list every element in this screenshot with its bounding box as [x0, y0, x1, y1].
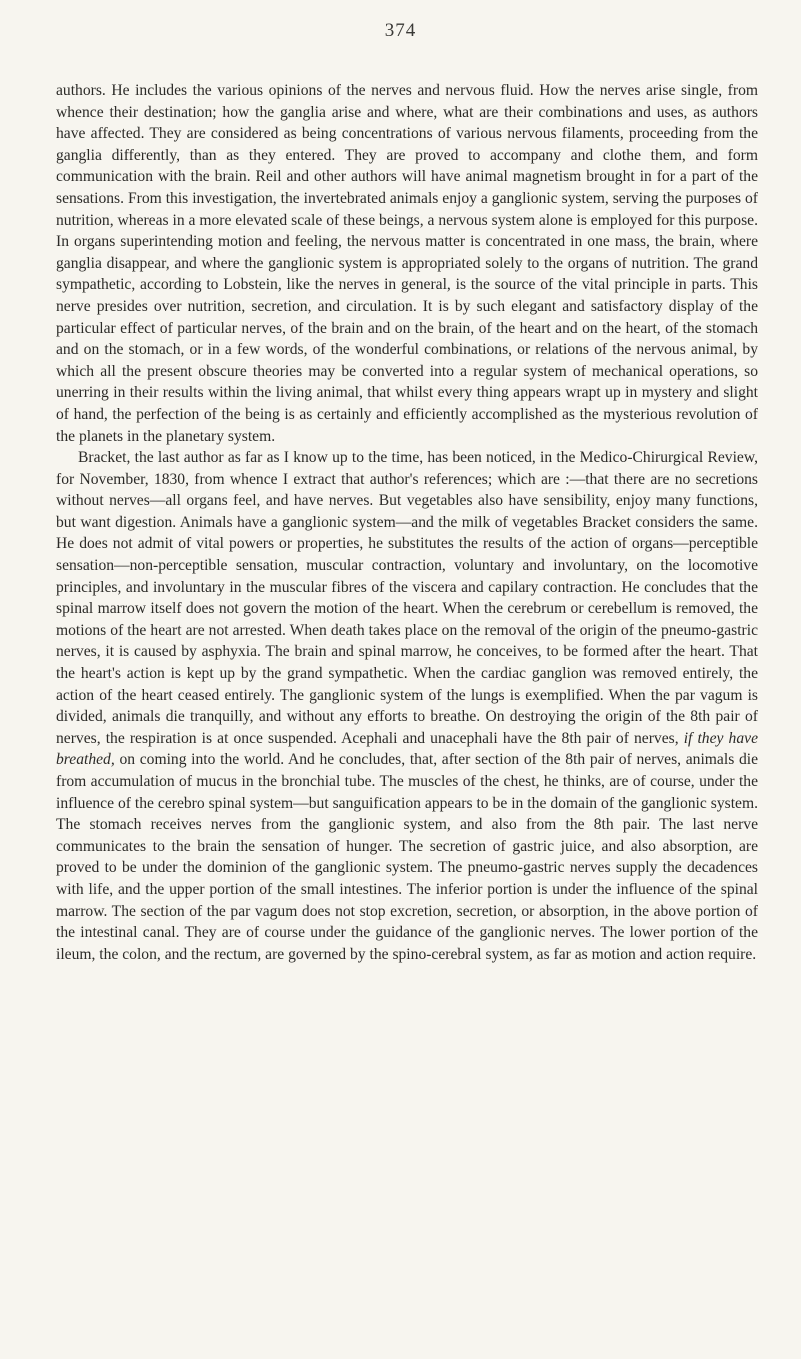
paragraph	[56, 80, 758, 447]
text-run: Bracket, the last author as far as I know up to the time, has been noticed, in the Medico-Chirurgical Review, for November, 1830, from whence I extract that author's references; which are :—that there are no secretions without nerves—all organs feel, and have nerves. But vegetables also have sensibility, enjoy many functions, but want digestion. Animals have a ganglionic system—and the milk of vegetables Bracket considers the same. He does not admit of vital powers or properties, he substitutes the results of the action of organs—perceptible sensation—non-perceptible sensation, muscular contraction, voluntary and involuntary, on the locomotive principles, and involuntary in the muscular fibres of the viscera and capilary contraction. He concludes that the spinal marrow itself does not govern the motion of the heart. When the cerebrum or cerebellum is removed, the motions of the heart are not arrested. When death takes place on the removal of the origin of the pneumo-gastric nerves, it is caused by asphyxia. The brain and spinal marrow, he conceives, to be formed after the heart. That the heart's action is kept up by the grand sympathetic. When the cardiac ganglion was removed entirely, the action of the heart ceased entirely. The ganglionic system of the lungs is exemplified. When the par vagum is divided, animals die tranquilly, and without any efforts to breathe. On destroying the origin of the 8th pair of nerves, the respiration is at once suspended. Acephali and unacephali have the 8th pair of nerves,	[56, 449, 758, 747]
page-number: 374	[384, 20, 417, 41]
body-text	[56, 80, 758, 965]
italic-phrase: if they have breathed,	[56, 729, 758, 769]
text-run: authors. He includes the various opinions of the nerves and nervous fluid. How the nerves arise single, from whence their destination; how the ganglia arise and where, what are their combinations and uses, as authors have affected. They are considered as being concentrations of various nervous filaments, proceeding from the ganglia differently, than as they entered. They are proved to accompany and clothe them, and form communication with the brain. Reil and other authors will have animal magnetism brought in for a part of the sensations. From this investigation, the invertebrated animals enjoy a ganglionic system, serving the purposes of nutrition, whereas in a more elevated scale of these beings, a nervous system alone is employed for this purpose. In organs superintending motion and feeling, the nervous matter is concentrated in one mass, the brain, where ganglia disappear, and where the ganglionic system is appropriated solely to the organs of nutrition. The grand sympathetic, according to Lobstein, like the nerves in general, is the source of the vital principle in parts. This nerve presides over nutrition, secretion, and circulation. It is by such elegant and satisfactory display of the particular effect of particular nerves, of the brain and on the brain, of the heart and on the heart, of the stomach and on the stomach, or in a few words, of the wonderful combinations, or relations of the nervous animal, by which all the present obscure theories may be converted into a regular system of mechanical operations, so unerring in their results within the living animal, that whilst every thing appears wrapt up in mystery and slight of hand, the perfection of the being is as certainly and efficiently accomplished as the mysterious revolution of the planets in the planetary system.	[56, 82, 758, 445]
paragraph	[56, 447, 758, 965]
text-run: on coming into the world. And he concludes, that, after section of the 8th pair of nerves, animals die from accumulation of mucus in the bronchial tube. The muscles of the chest, he thinks, are of course, under the influence of the cerebro spinal system—but sanguification appears to be in the domain of the ganglionic system. The stomach receives nerves from the ganglionic system, and also from the 8th pair. The last nerve communicates to the brain the sensation of hunger. The secretion of gastric juice, and also absorption, are proved to be under the dominion of the ganglionic system. The pneumo-gastric nerves supply the decadences with life, and the upper portion of the small intestines. The inferior portion is under the influence of the spinal marrow. The section of the par vagum does not stop excretion, secretion, or absorption, in the above portion of the intestinal canal. They are of course under the guidance of the ganglionic nerves. The lower portion of the ileum, the colon, and the rectum, are governed by the spino-cerebral system, as far as motion and action require.	[56, 751, 758, 963]
